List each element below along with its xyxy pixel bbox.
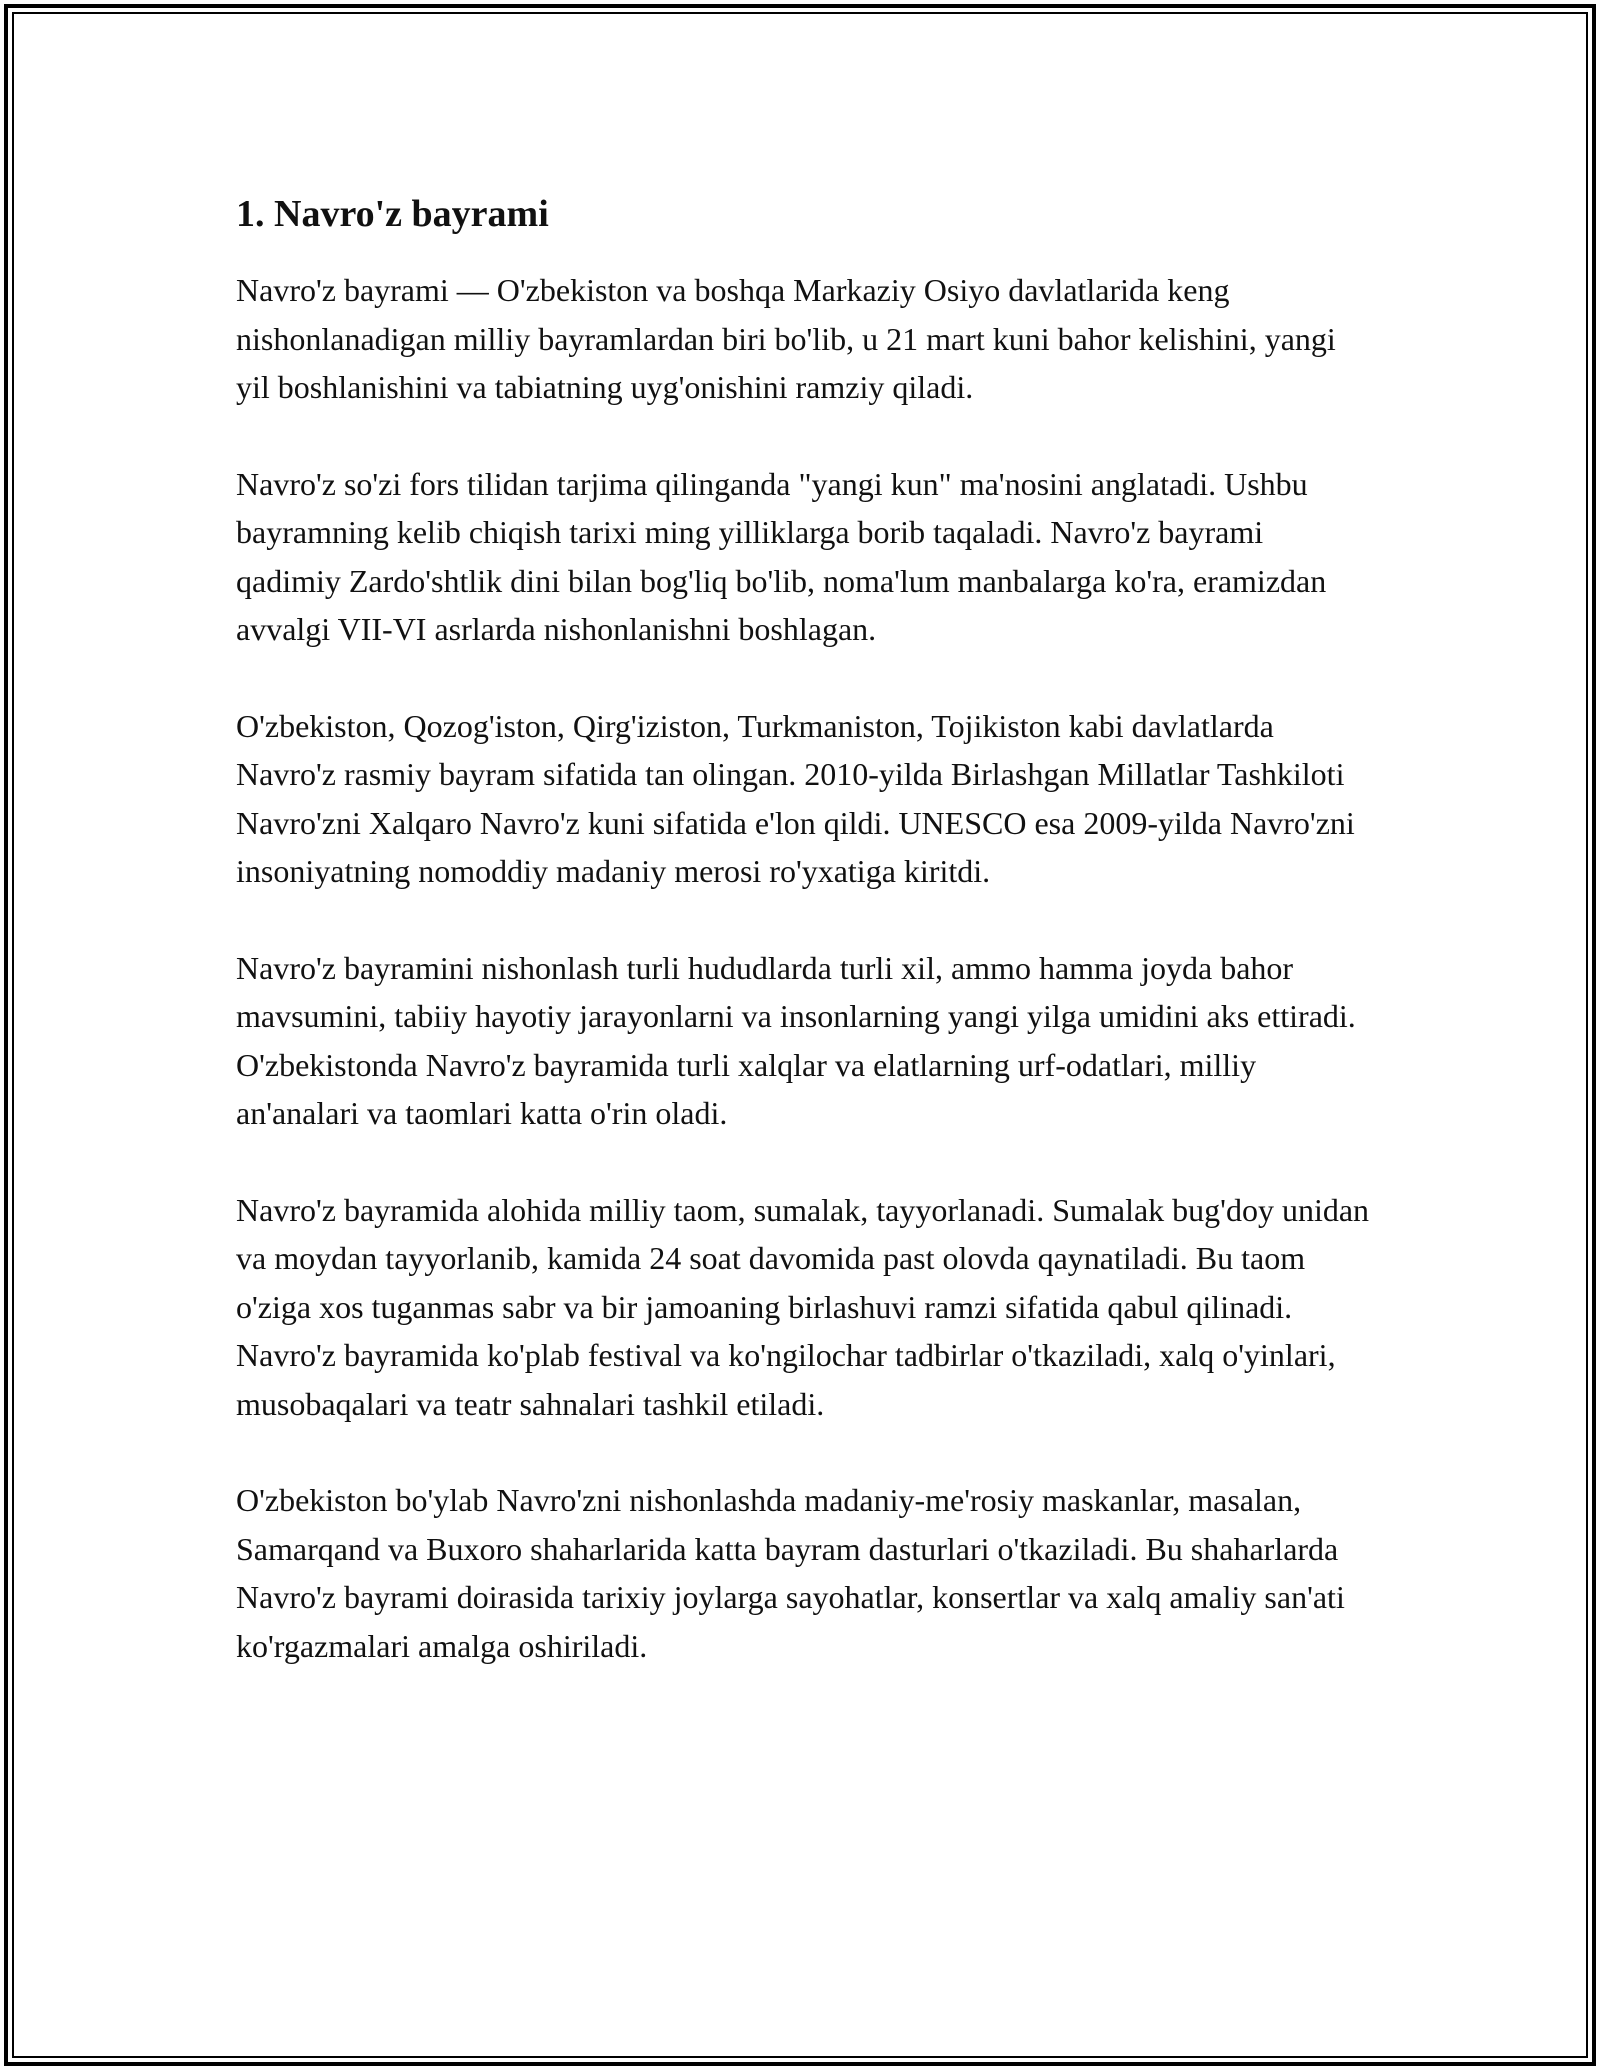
document-body: [236, 186, 1370, 1718]
paragraph-etymology: Navro'z so'zi fors tilidan tarjima qilinganda "yangi kun" ma'nosini anglatadi. Ushbu bayramning kelib chiqish tarixi ming yilliklarga borib taqaladi. Navro'z bayrami qadimiy Zardo'shtlik dini bilan bog'liq bo'lib, noma'lum manbalarga ko'ra, eramizdan avvalgi VII-VI asrlarda nishonlanishni boshlagan.: [236, 465, 1327, 647]
paragraph-recognition: O'zbekiston, Qozog'iston, Qirg'iziston, Turkmaniston, Tojikiston kabi davlatlarda Navro'z rasmiy bayram sifatida tan olingan. 2010-yilda Birlashgan Millatlar Tashkiloti Navro'zni Xalqaro Navro'z kuni sifatida e'lon qildi. UNESCO esa 2009-yilda Navro'zni insoniyatning nomoddiy madaniy merosi ro'yxatiga kiritdi.: [236, 707, 1355, 889]
paragraph-intro: Navro'z bayrami — O'zbekiston va boshqa Markaziy Osiyo davlatlarida keng nishonlanadigan milliy bayramlardan biri bo'lib, u 21 mart kuni bahor kelishini, yangi yil boshlanishini va tabiatning uyg'onishini ramziy qiladi.: [236, 272, 1336, 405]
paragraph-cities: O'zbekiston bo'ylab Navro'zni nishonlashda madaniy-me'rosiy maskanlar, masalan, Samarqand va Buxoro shaharlarida katta bayram dasturlari o'tkaziladi. Bu shaharlarda Navro'z bayrami doirasida tarixiy joylarga sayohatlar, konsertlar va xalq amaliy san'ati ko'rgazmalari amalga oshiriladi.: [236, 1482, 1345, 1664]
paragraph-celebration: Navro'z bayramini nishonlash turli hududlarda turli xil, ammo hamma joyda bahor mavsumini, tabiiy hayotiy jarayonlarni va insonlarning yangi yilga umidini aks ettiradi. O'zbekistonda Navro'z bayramida turli xalqlar va elatlarning urf-odatlari, milliy an'analari va taomlari katta o'rin oladi.: [236, 949, 1356, 1131]
paragraph-sumalak: Navro'z bayramida alohida milliy taom, sumalak, tayyorlanadi. Sumalak bug'doy unidan va moydan tayyorlanib, kamida 24 soat davomida past olovda qaynatiladi. Bu taom o'ziga xos tuganmas sabr va bir jamoaning birlashuvi ramzi sifatida qabul qilinadi. Navro'z bayramida ko'plab festival va ko'ngilochar tadbirlar o'tkaziladi, xalq o'yinlari, musobaqalari va teatr sahnalari tashkil etiladi.: [236, 1191, 1370, 1422]
section-heading: 1. Navro'z bayrami: [236, 193, 549, 235]
